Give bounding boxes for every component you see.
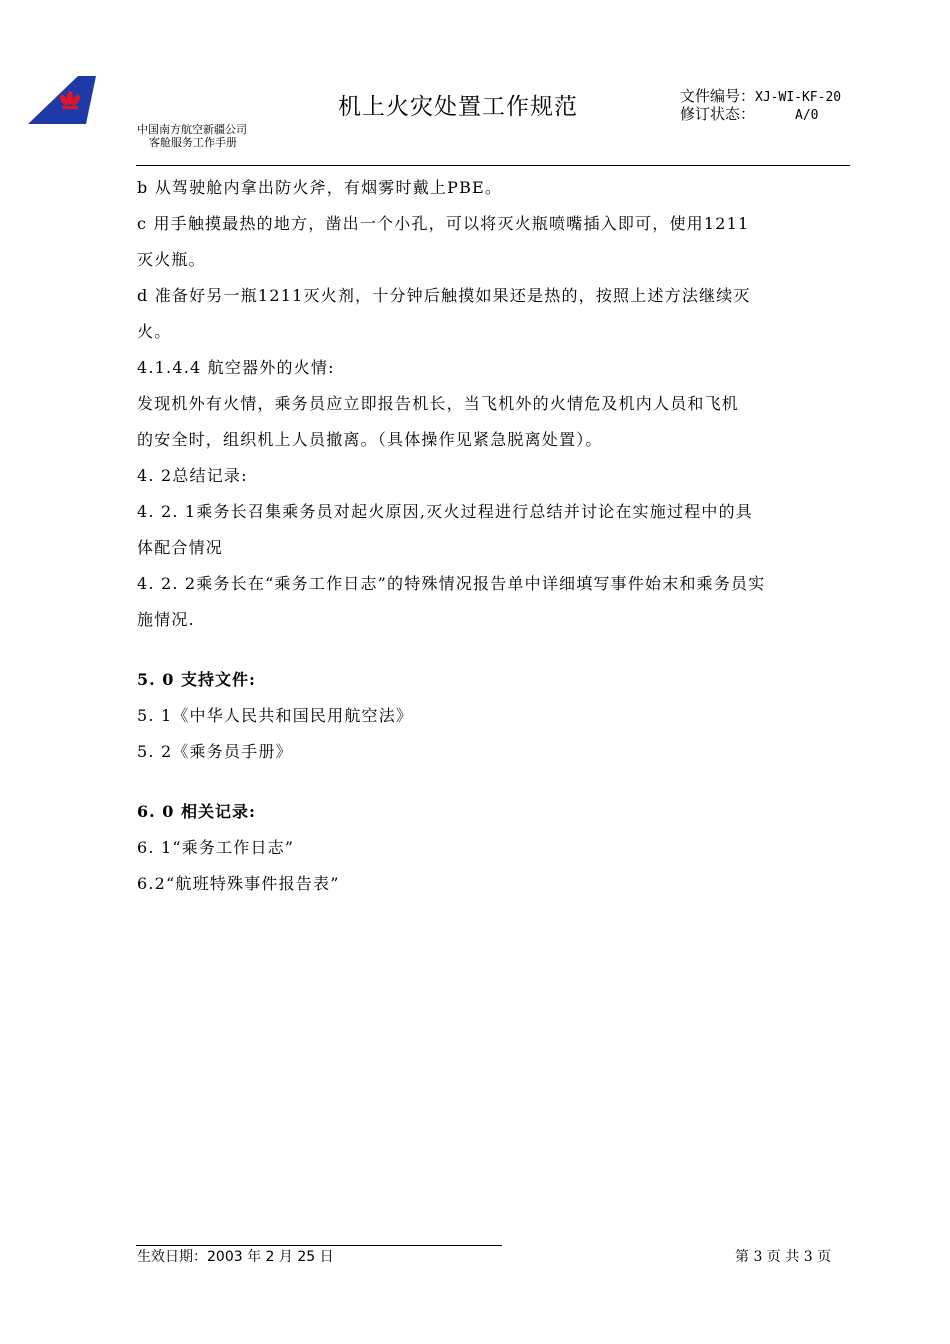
body-line: 4.1.4.4 航空器外的火情:	[137, 358, 335, 377]
body-line: 发现机外有火情，乘务员应立即报告机长，当飞机外的火情危及机内人员和飞机	[137, 394, 740, 413]
body-line: 4. 2. 2乘务长在“乘务工作日志”的特殊情况报告单中详细填写事件始末和乘务员实	[137, 574, 766, 593]
revision-label: 修订状态：	[680, 105, 756, 123]
file-number-value: XJ-WI-KF-20	[755, 90, 842, 105]
body-line: 火。	[137, 322, 172, 341]
company-block	[137, 123, 247, 149]
body-line: 体配合情况	[137, 538, 224, 557]
body-line: 4. 2. 1乘务长召集乘务员对起火原因,灭火过程进行总结并讨论在实施过程中的具	[137, 502, 753, 521]
body-line: 4. 2总结记录:	[137, 466, 248, 485]
body-line: c 用手触摸最热的地方，凿出一个小孔，可以将灭火瓶喷嘴插入即可，使用1211	[137, 214, 750, 233]
section-5-item: 5. 1《中华人民共和国民用航空法》	[137, 706, 414, 725]
section-6-item: 6. 1“乘务工作日志”	[137, 838, 295, 857]
body-line: 施情况.	[137, 610, 195, 629]
header-divider	[136, 165, 850, 166]
body-line: b 从驾驶舱内拿出防火斧，有烟雾时戴上PBE。	[137, 178, 503, 197]
body-line: 的安全时，组织机上人员撤离。（具体操作见紧急脱离处置）。	[137, 430, 603, 449]
manual-name: 客舱服务工作手册	[149, 136, 237, 149]
document-meta	[680, 88, 841, 124]
page-info: 第 3 页 共 3 页	[735, 1249, 832, 1265]
section-5-title: 5. 0 支持文件:	[137, 670, 256, 689]
company-name: 中国南方航空新疆公司	[137, 123, 247, 136]
section-5-item: 5. 2《乘务员手册》	[137, 742, 293, 761]
company-logo-icon	[28, 76, 96, 126]
revision-value: A/0	[795, 108, 819, 123]
body-line: d 准备好另一瓶1211灭火剂，十分钟后触摸如果还是热的，按照上述方法继续灭	[137, 286, 751, 305]
body-line: 灭火瓶。	[137, 250, 206, 269]
effective-date: 生效日期：2003 年 2 月 25 日	[137, 1249, 334, 1265]
section-6-item: 6.2“航班特殊事件报告表”	[137, 874, 340, 893]
document-title: 机上火灾处置工作规范	[338, 94, 578, 120]
file-number-label: 文件编号：	[680, 87, 756, 105]
section-6-title: 6. 0 相关记录:	[137, 802, 256, 821]
document-body	[137, 175, 837, 907]
